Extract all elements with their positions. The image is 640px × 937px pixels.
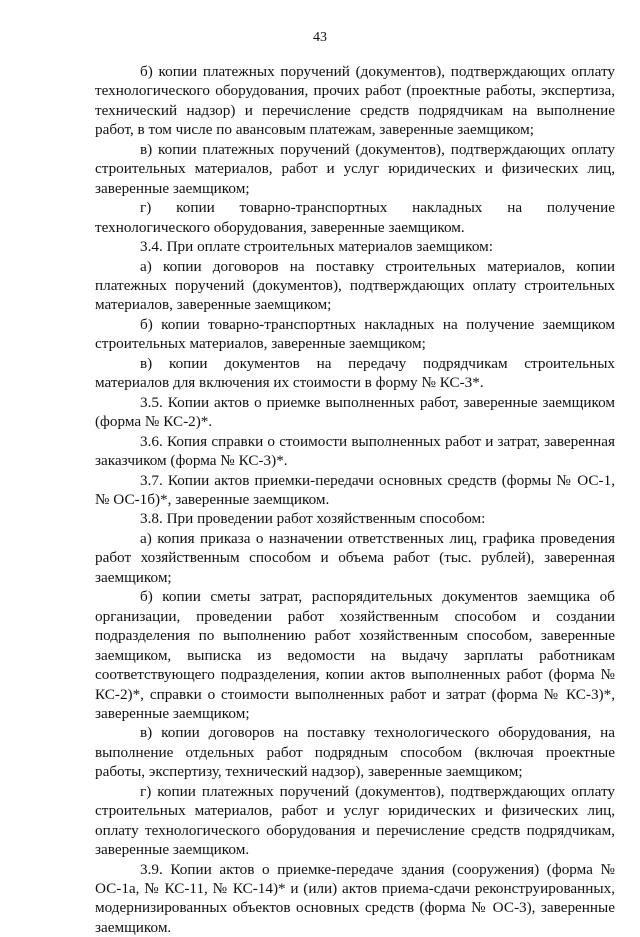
paragraph: в) копии платежных поручений (документов), подтверждающих оплату строительных материалов, работ и услуг юридических и физических лиц, заверенные заемщиком; [95,140,615,197]
paragraph: 3.8. При проведении работ хозяйственным способом: [140,510,486,528]
paragraph: в) копии документов на передачу подрядчикам строительных материалов для включения их стоимости в форму № КС-3*. [95,354,615,392]
page-number: 43 [313,30,327,45]
paragraph: а) копия приказа о назначении ответственных лиц, графика проведения работ хозяйственным способом и объема работ (тыс. рублей), заверенная заемщиком; [95,529,615,586]
paragraph: в) копии договоров на поставку технологического оборудования, на выполнение отдельных работ подрядным способом (включая проектные работы, экспертизу, технический надзор), заверенные заемщиком; [95,724,615,781]
paragraph: б) копии платежных поручений (документов), подтверждающих оплату технологического оборудования, прочих работ (проектные работы, экспертиза, технический надзор) и перечисление средств подрядчикам на выполнение работ, в том числе по авансовым платежам, заверенные заемщиком; [95,63,615,139]
paragraph: г) копии товарно-транспортных накладных на получение технологического оборудования, заверенные заемщиком. [95,199,615,236]
paragraph: а) копии договоров на поставку строительных материалов, копии платежных поручений (документов), подтверждающих оплату строительных материалов, заверенные заемщиком; [95,257,615,314]
paragraph: 3.7. Копии актов приемки-передачи основных средств (формы № ОС-1, № ОС-1б)*, заверенные заемщиком. [95,471,615,508]
paragraph: 3.9. Копии актов о приемке-передаче здания (сооружения) (форма № ОС-1а, № КС-11, № КС-14)* и (или) актов приема-сдачи реконструированных, модернизированных объектов основных средств (форма № ОС-3), заверенные заемщиком. [95,860,615,936]
paragraph: б) копии сметы затрат, распорядительных документов заемщика об организации, проведении работ хозяйственным способом и создании подразделения по выполнению работ хозяйственным способом, заверенные заемщиком, выписка из ведомости на выдачу зарплаты работникам соответствующего подразделения, копии актов выполненных работ (форма № КС-2)*, справки о стоимости выполненных работ и затрат (форма № КС-3)*, заверенные заемщиком; [95,588,615,722]
paragraph: б) копии товарно-транспортных накладных на получение заемщиком строительных материалов, заверенные заемщиком; [95,315,615,353]
paragraph: 3.5. Копии актов о приемке выполненных работ, заверенные заемщиком (форма № КС-2)*. [95,393,615,431]
paragraph: г) копии платежных поручений (документов), подтверждающих оплату строительных материалов, работ и услуг юридических и физических лиц, оплату технологического оборудования и перечисление средств подрядчикам, заверенные заемщиком. [95,782,615,859]
paragraph: 3.6. Копия справки о стоимости выполненных работ и затрат, заверенная заказчиком (форма № КС-3)*. [95,432,615,470]
document-body [95,62,615,937]
paragraph: 3.4. При оплате строительных материалов заемщиком: [140,238,493,256]
